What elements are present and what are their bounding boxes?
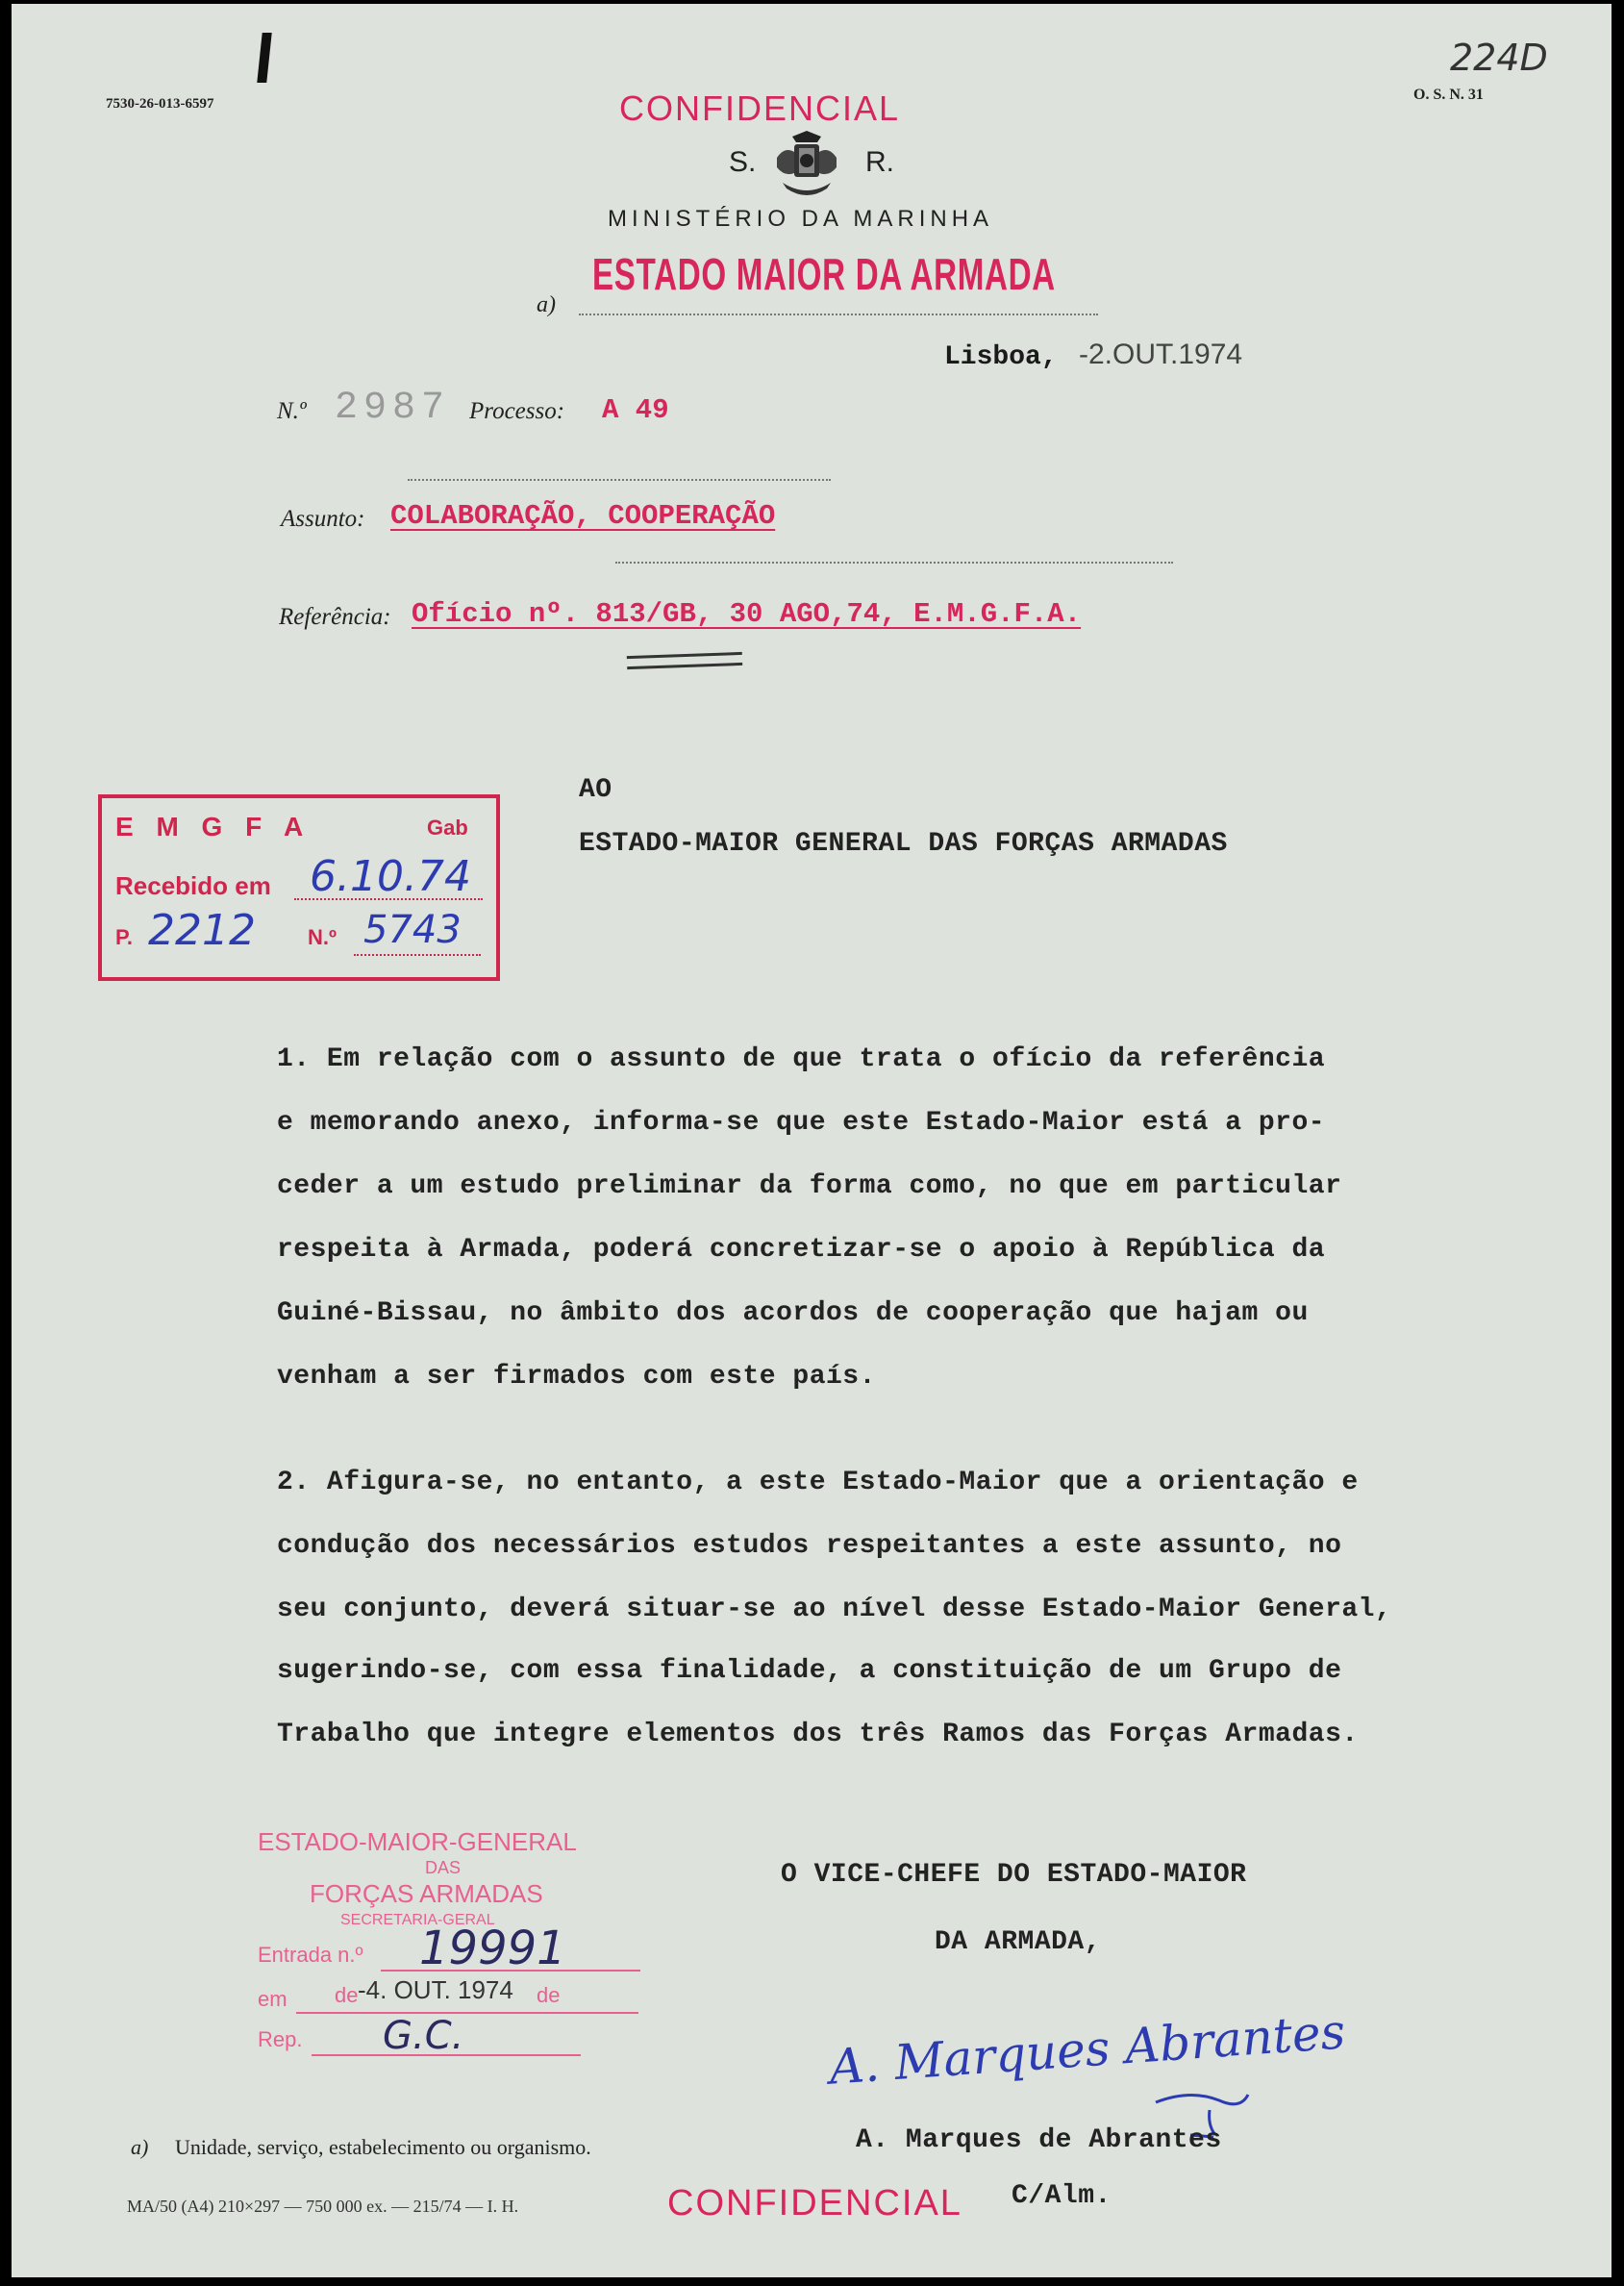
secretaria-de-label: de (335, 1983, 359, 2007)
emgfa-title: E M G F A (115, 812, 312, 842)
signatory-name: A. Marques de Abrantes (856, 2125, 1222, 2155)
paragraph2-line1: 2. Afigura-se, no entanto, a este Estado-Maior que a orientação e (277, 1468, 1359, 1497)
emgfa-received-date: 6.10.74 (310, 852, 471, 901)
sr-right: R. (865, 146, 894, 178)
classification-top: CONFIDENCIAL (619, 88, 901, 128)
number-value: 2987 (335, 387, 451, 430)
form-code: 7530-26-013-6597 (106, 96, 214, 112)
emgfa-gab: Gab (427, 816, 468, 840)
reference-value: Ofício nº. 813/GB, 30 AGO,74, E.M.G.F.A. (412, 598, 1082, 630)
handwritten-number: 224D (1450, 37, 1548, 79)
ministry-title: MINISTÉRIO DA MARINHA (608, 206, 994, 232)
subject-value: COLABORAÇÃO, COOPERAÇÃO (390, 500, 776, 532)
footnote-text: Unidade, serviço, estabelecimento ou organismo. (175, 2135, 591, 2159)
paragraph1-line6: venham a ser firmados com este país. (277, 1362, 876, 1392)
place: Lisboa, (944, 342, 1058, 372)
secretaria-de2-label: de (537, 1983, 561, 2007)
number-label: N.º (277, 398, 307, 424)
signature-title2: DA ARMADA, (935, 1927, 1102, 1957)
staple-mark (257, 33, 271, 83)
handwritten-signature: A. Marques Abrantes (827, 2003, 1347, 2096)
emgfa-n-value: 5743 (363, 908, 462, 952)
date-stamp: -2.OUT.1974 (1079, 339, 1243, 370)
paragraph2-line4: sugerindo-se, com essa finalidade, a constituição de um Grupo de (277, 1656, 1342, 1686)
paragraph1-line3: ceder a um estudo preliminar da forma como, no que em particular (277, 1171, 1342, 1201)
paragraph2-line2: condução dos necessários estudos respeitantes a este assunto, no (277, 1531, 1342, 1561)
unit-name: ESTADO MAIOR DA ARMADA (592, 249, 1056, 299)
signature-title1: O VICE-CHEFE DO ESTADO-MAIOR (781, 1860, 1247, 1890)
paragraph1-line4: respeita à Armada, poderá concretizar-se o apoio à República da (277, 1235, 1326, 1265)
emgfa-received-stamp (98, 794, 500, 981)
paragraph2-line3: seu conjunto, deverá situar-se ao nível desse Estado-Maior General, (277, 1595, 1392, 1624)
emgfa-n-line (354, 954, 481, 956)
paragraph2-line5: Trabalho que integre elementos dos três Ramos das Forças Armadas. (277, 1720, 1359, 1749)
signatory-rank: C/Alm. (1012, 2181, 1112, 2211)
process-value: A 49 (602, 394, 669, 426)
coat-of-arms-icon (773, 129, 840, 202)
secretaria-em-label: em (258, 1987, 287, 2011)
addressee-line1: AO (579, 775, 612, 805)
subject-label: Assunto: (281, 506, 365, 532)
secretaria-date: -4. OUT. 1974 (358, 1975, 513, 2004)
classification-bottom: CONFIDENCIAL (667, 2183, 962, 2223)
paragraph1-line2: e memorando anexo, informa-se que este Estado-Maior está a pro- (277, 1108, 1326, 1138)
print-info: MA/50 (A4) 210×297 — 750 000 ex. — 215/74 — I. H. (127, 2197, 519, 2216)
sr-left: S. (729, 146, 757, 178)
unit-line (579, 314, 1098, 315)
document-page (12, 4, 1612, 2277)
secretaria-entrada-value: 19991 (419, 1922, 566, 1975)
emgfa-p-label: P. (115, 925, 133, 949)
emgfa-n-label: N.º (308, 925, 337, 949)
secretaria-line4: SECRETARIA-GERAL (340, 1912, 495, 1928)
unit-prefix: a) (537, 292, 556, 317)
secretaria-date-line (296, 2012, 638, 2014)
subject-line (615, 562, 1173, 564)
secretaria-line2: DAS (425, 1858, 462, 1877)
paragraph1-line1: 1. Em relação com o assunto de que trata o ofício da referência (277, 1044, 1326, 1074)
secretaria-rep-label: Rep. (258, 2027, 303, 2051)
secretaria-line1: ESTADO-MAIOR-GENERAL (258, 1827, 577, 1856)
secretaria-line3: FORÇAS ARMADAS (310, 1879, 543, 1908)
secretaria-rep-value: G.C. (383, 2014, 464, 2058)
secretaria-entrada-label: Entrada n.º (258, 1943, 363, 1967)
reference-double-underline (627, 652, 742, 669)
process-label: Processo: (469, 398, 565, 424)
osn-code: O. S. N. 31 (1413, 87, 1484, 103)
process-line (408, 479, 831, 481)
paragraph1-line5: Guiné-Bissau, no âmbito dos acordos de cooperação que hajam ou (277, 1298, 1309, 1328)
reference-label: Referência: (279, 604, 391, 630)
addressee-line2: ESTADO-MAIOR GENERAL DAS FORÇAS ARMADAS (579, 829, 1228, 859)
footnote-prefix: a) (131, 2135, 149, 2159)
emgfa-received-label: Recebido em (115, 871, 271, 900)
emgfa-p-value: 2212 (148, 906, 256, 955)
